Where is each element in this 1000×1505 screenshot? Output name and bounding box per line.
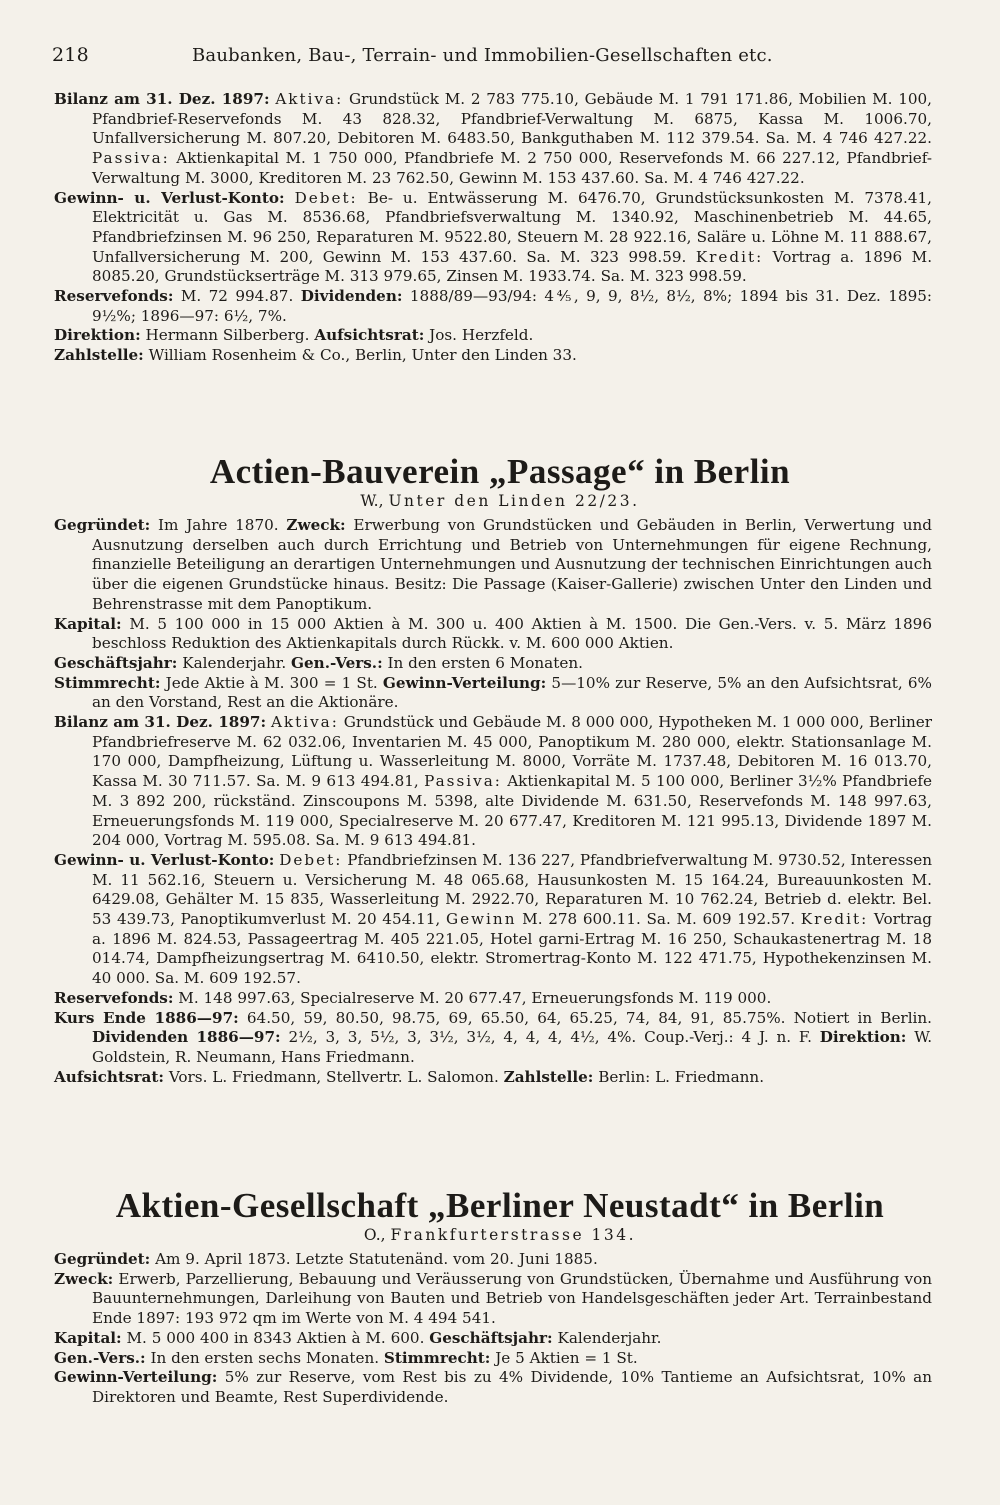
zweck-text: Erwerbung von Grundstücken und Gebäuden in Berlin, Verwertung und Ausnutzung derselben auch durch Errichtung und Betrieb von Unternehmungen für eigene Rechnung, finanzielle Beteiligung an derartigen Unternehmungen und Ausnutzung der technischen Einrichtungen auch über die eigenen Grundstücke hinaus. Besitz: Die Passage (Kaiser-Gallerie) zwischen Unter den Linden und Behrenstrasse mit dem Panoptikum.	[92, 516, 933, 613]
neustadt-gewinnvert-paragraph	[54, 1368, 932, 1407]
passage-address-text: Unter den Linden 22/23.	[388, 492, 640, 510]
passage-aufsichtsrat-paragraph	[54, 1068, 932, 1088]
bilanz-label: Bilanz am 31. Dez. 1897:	[54, 90, 270, 108]
passiva-text: Aktienkapital M. 1 750 000, Pfandbriefe M. 2 750 000, Reservefonds M. 66 227.12, Pfandbrief-Verwaltung M. 3000, Kreditoren M. 23 762.50, Gewinn M. 153 437.60. Sa. M. 4 746 427.22.	[92, 149, 932, 187]
stimmrecht-text: Jede Aktie à M. 300 = 1 St.	[165, 673, 378, 692]
stimmrecht-label: Stimmrecht:	[383, 1348, 491, 1367]
kredit-label: Kredit:	[800, 910, 869, 929]
aktiva-label: Aktiva:	[275, 90, 344, 108]
aufsichtsrat-label: Aufsichtsrat:	[54, 1067, 164, 1086]
gegruendet-text: Im Jahre 1870.	[158, 516, 279, 534]
geschaeftsjahr-text: Kalenderjahr.	[182, 653, 287, 672]
gegruendet-text: Am 9. April 1873. Letzte Statutenänd. vom 20. Juni 1885.	[155, 1250, 598, 1268]
passage-stimmrecht-paragraph	[54, 674, 932, 713]
kapital-label: Kapital:	[54, 1328, 122, 1347]
neustadt-address-text: Frankfurterstrasse 134.	[390, 1226, 637, 1244]
passage-address	[40, 492, 960, 510]
passage-address-prefix: W.,	[360, 492, 384, 510]
neustadt-title: Aktien-Gesellschaft „Berliner Neustadt“ in Berlin	[115, 1186, 885, 1225]
zahlstelle-label: Zahlstelle:	[54, 346, 144, 365]
reserve-text: M. 148 997.63, Specialreserve M. 20 677.47, Erneuerungsfonds M. 119 000.	[178, 988, 772, 1007]
neustadt-kapital-paragraph	[54, 1329, 932, 1349]
passiva-label: Passiva:	[92, 149, 170, 168]
direktion-paragraph	[54, 326, 932, 346]
stimmrecht-label: Stimmrecht:	[54, 673, 161, 692]
genvers-text: In den ersten sechs Monaten.	[150, 1348, 380, 1367]
kurs-label: Kurs Ende 1886—97:	[54, 1008, 239, 1027]
neustadt-gegruendet-paragraph	[54, 1250, 932, 1270]
passage-gegruendet-paragraph	[54, 516, 932, 615]
aktiva-text: Grundstück M. 2 783 775.10, Gebäude M. 1 791 171.86, Mobilien M. 100, Pfandbrief-Reservefonds M. 43 828.32, Pfandbrief-Verwaltung M. 6875, Kassa M. 1006.70, Unfallversicherung M. 807.20, Debitoren M. 6483.50, Bankguthaben M. 112 379.54. Sa. M. 4 746 427.22.	[92, 90, 933, 148]
passage-kurs-paragraph	[54, 1009, 932, 1068]
passiva-text: Aktienkapital M. 5 100 000, Berliner 3½% Pfandbriefe M. 3 892 200, rückständ. Zinscoupons M. 5398, alte Dividende M. 631.50, Reservefonds M. 148 997.63, Erneuerungsfonds M. 119 000, Specialreserve M. 20 677.47, Kreditoren M. 121 995.13, Dividende 1897 M. 204 000, Vortrag M. 595.08. Sa. M. 9 613 494.81.	[92, 772, 933, 850]
kredit-label: Kredit:	[695, 247, 764, 266]
geschaeftsjahr-text: Kalenderjahr.	[557, 1328, 662, 1347]
aktiva-text: Grundstück und Gebäude M. 8 000 000, Hypotheken M. 1 000 000, Berliner Pfandbriefreserve M. 62 032.06, Inventarien M. 45 000, Panoptikum M. 280 000, elektr. Stationsanlage M. 170 000, Dampfheizung, Lüftung u. Wasserleitung M. 8000, Vorräte M. 1737.48, Debitoren M. 16 013.70, Kassa M. 30 711.57. Sa. M. 9 613 494.81,	[92, 713, 932, 791]
running-title: Baubanken, Bau-, Terrain- und Immobilien-Gesellschaften etc.	[192, 45, 773, 66]
passage-geschaeftsjahr-paragraph	[54, 654, 932, 674]
coup-text: Coup.-Verj.: 4 J. n. F.	[644, 1028, 812, 1047]
zweck-label: Zweck:	[54, 1269, 114, 1288]
kredit-text: Vortrag a. 1896 M. 824.53, Passageertrag M. 405 221.05, Hotel garni-Ertrag M. 16 250, Schaukastenertrag M. 18 014.74, Dampfheizungsertrag M. 6410.50, elektr. Stromertrag-Konto M. 122 471.75, Hypothekenzinsen M. 40 000. Sa. M. 609 192.57.	[92, 910, 932, 988]
kredit-text: Vortrag a. 1896 M. 8085.20, Grundstückserträge M. 313 979.65, Zinsen M. 1933.74. Sa. M. 323 998.59.	[92, 247, 933, 286]
passage-reserve-paragraph	[54, 989, 932, 1009]
reserve-label: Reservefonds:	[54, 988, 174, 1007]
reserve-text: M. 72 994.87.	[180, 287, 294, 306]
direktion-label: Direktion:	[819, 1028, 907, 1047]
reserve-dividenden-paragraph	[54, 287, 932, 326]
zweck-text: Erwerb, Parzellierung, Bebauung und Veräusserung von Grundstücken, Übernahme und Ausführung von Bauunternehmungen, Darleihung von Bauten und Betrieb von Handelsgeschäften jeder Art. Terrainbestand Ende 1897: 193 972 qm im Werte von M. 4 494 541.	[92, 1269, 932, 1328]
bilanz-paragraph	[54, 90, 932, 189]
neustadt-section	[54, 1250, 932, 1408]
page-number: 218	[52, 44, 89, 66]
kurs-text: 64.50, 59, 80.50, 98.75, 69, 65.50, 64, 65.25, 74, 84, 91, 85.75%.	[246, 1008, 786, 1027]
page-header	[52, 44, 948, 66]
direktion-text: W. Goldstein, R. Neumann, Hans Friedmann.	[92, 1028, 933, 1066]
passage-gewinn-verlust-paragraph	[54, 851, 932, 989]
passage-bilanz-paragraph	[54, 713, 932, 851]
geschaeftsjahr-label: Geschäftsjahr:	[54, 653, 178, 672]
gewinn-text: M. 278 600.11. Sa. M. 609 192.57.	[522, 910, 796, 929]
passage-title: Actien-Bauverein „Passage“ in Berlin	[209, 452, 791, 491]
aufsichtsrat-label: Aufsichtsrat:	[314, 326, 425, 345]
bilanz-label: Bilanz am 31. Dez. 1897:	[54, 713, 267, 732]
gewinn-label: Gewinn	[445, 910, 517, 929]
dividenden-label: Dividenden:	[300, 287, 403, 306]
gewinnvert-text: 5—10% zur Reserve, 5% an den Aufsichtsrat, 6% an den Vorstand, Rest an die Aktionäre.	[92, 673, 932, 712]
gegruendet-label: Gegründet:	[54, 1250, 151, 1268]
gewinnvert-label: Gewinn-Verteilung:	[54, 1368, 218, 1387]
debet-label: Debet:	[279, 850, 343, 869]
neustadt-genvers-paragraph	[54, 1349, 932, 1369]
genvers-label: Gen.-Vers.:	[54, 1348, 146, 1367]
zahlstelle-text: Berlin: L. Friedmann.	[598, 1067, 765, 1086]
zahlstelle-label: Zahlstelle:	[503, 1067, 594, 1086]
zahlstelle-paragraph	[54, 346, 932, 366]
reserve-label: Reservefonds:	[54, 287, 174, 306]
dividenden-text: 1888/89—93/94: 4⅘, 9, 9, 8½, 8½, 8%; 1894 bis 31. Dez. 1895: 9½%; 1896—97: 6½, 7%.	[92, 287, 933, 325]
passiva-label: Passiva:	[424, 772, 502, 791]
geschaeftsjahr-label: Geschäftsjahr:	[429, 1328, 553, 1347]
zweck-label: Zweck:	[286, 516, 346, 534]
passage-kapital-paragraph	[54, 615, 932, 654]
aktiva-label: Aktiva:	[270, 713, 339, 732]
debet-label: Debet:	[294, 188, 358, 207]
genvers-label: Gen.-Vers.:	[291, 653, 383, 672]
passage-section	[54, 516, 932, 1087]
aufsichtsrat-text: Jos. Herzfeld.	[429, 326, 534, 345]
direktion-label: Direktion:	[54, 326, 141, 345]
aufsichtsrat-text: Vors. L. Friedmann, Stellvertr. L. Salomon.	[168, 1067, 499, 1086]
zahlstelle-text: William Rosenheim & Co., Berlin, Unter den Linden 33.	[148, 346, 577, 365]
kapital-label: Kapital:	[54, 614, 122, 633]
gv-label: Gewinn- u. Verlust-Konto:	[54, 188, 285, 207]
neustadt-address-prefix: O.,	[363, 1226, 386, 1244]
genvers-text: In den ersten 6 Monaten.	[387, 653, 583, 672]
gegruendet-label: Gegründet:	[54, 516, 151, 534]
previous-company-section	[54, 90, 932, 366]
neustadt-address	[40, 1226, 960, 1244]
notiert-text: Notiert in Berlin.	[793, 1008, 933, 1027]
kapital-text: M. 5 000 400 in 8343 Aktien à M. 600.	[126, 1328, 425, 1347]
direktion-text: Hermann Silberberg.	[145, 326, 310, 345]
dividenden-label: Dividenden 1886—97:	[92, 1028, 281, 1047]
neustadt-zweck-paragraph	[54, 1270, 932, 1329]
debet-text: Pfandbriefzinsen M. 136 227, Pfandbriefverwaltung M. 9730.52, Interessen M. 11 562.16, Steuern u. Versicherung M. 48 065.68, Hausunkosten M. 15 164.24, Bureauunkosten M. 6429.08, Gehälter M. 15 835, Wasserleitung M. 2922.70, Reparaturen M. 10 762.24, Betrieb d. elektr. Bel. 53 439.73, Panoptikumverlust M. 20 454.11,	[92, 850, 933, 929]
gewinnvert-text: 5% zur Reserve, vom Rest bis zu 4% Dividende, 10% Tantieme an Aufsichtsrat, 10% an Direktoren und Beamte, Rest Superdividende.	[92, 1368, 933, 1406]
kapital-text: M. 5 100 000 in 15 000 Aktien à M. 300 u. 400 Aktien à M. 1500. Die Gen.-Vers. v. 5. März 1896 beschloss Reduktion des Aktienkapitals durch Rückk. v. M. 600 000 Aktien.	[92, 614, 933, 653]
gewinnvert-label: Gewinn-Verteilung:	[382, 673, 547, 692]
gv-label: Gewinn- u. Verlust-Konto:	[54, 850, 275, 869]
debet-text: Be- u. Entwässerung M. 6476.70, Grundstücksunkosten M. 7378.41, Elektricität u. Gas M. 8536.68, Pfandbriefsverwaltung M. 1340.92, Maschinenbetrieb M. 44.65, Pfandbriefzinsen M. 96 250, Reparaturen M. 9522.80, Steuern M. 28 922.16, Saläre u. Löhne M. 11 888.67, Unfallversicherung M. 200, Gewinn M. 153 437.60. Sa. M. 323 998.59.	[92, 188, 933, 266]
stimmrecht-text: Je 5 Aktien = 1 St.	[495, 1348, 638, 1367]
gewinn-verlust-paragraph	[54, 189, 932, 288]
dividenden-text: 2½, 3, 3, 5½, 3, 3½, 3½, 4, 4, 4, 4½, 4%.	[288, 1028, 637, 1047]
